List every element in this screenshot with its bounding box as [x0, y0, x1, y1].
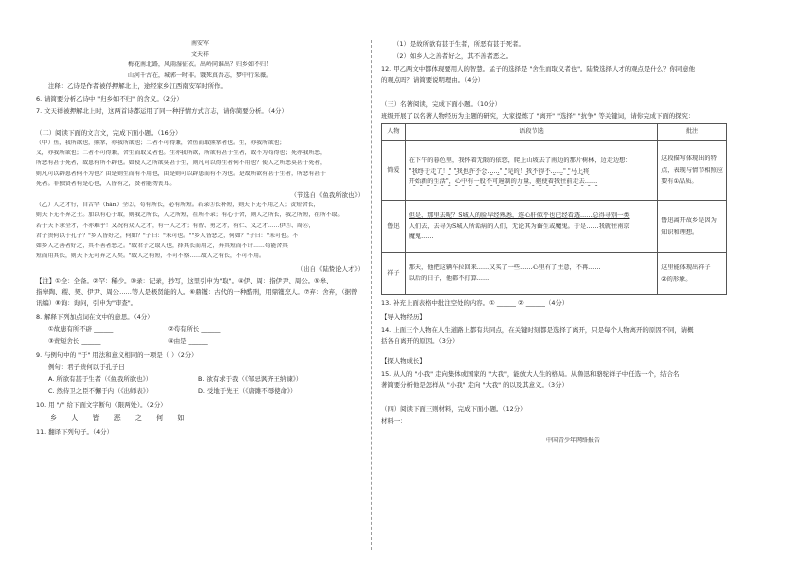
note-line: 这里能体现出祥子: [661, 263, 711, 271]
passage-line: 所恶有甚于死者，故患有所不辟也。如使人之所欲莫甚于生，则凡可以得生者何不用也？使人之所恶莫甚于死者，: [36, 160, 326, 167]
table-cell-note: [658, 201, 727, 253]
question-9: 9. 与例句中的 "于" 用法和意义相同的一项是（ ）（2分）: [36, 350, 198, 359]
table-row: [382, 201, 727, 253]
question-10: 10. 用 "/" 给下面文字断句（限两处）。（2分）: [36, 400, 167, 409]
table-header: 人物: [382, 124, 406, 141]
excerpt-line: 在下午的暮色里，我怀着无限的依恋，爬上山坡去了南边的那片树林，边走边想：: [408, 156, 632, 164]
poem-note: 注释：乙诗是作者被俘押解北上，途经家乡江西南安军时所作。: [48, 82, 227, 90]
section-3-intro: 班级开展了以名著人物经历为主题的研究，大家提炼了 "离开" "选择" "抗争" 等关键词，请你完成下面的探究：: [381, 112, 695, 120]
table-cell-excerpt: [405, 253, 657, 295]
note-line: 【注】①全：全备。②罕：稀少。③录：记录，抄写，这里引申为"取"。④伊、周：指伊尹、周公。⑤皋、: [36, 276, 333, 285]
passage-line: 若于天下求全才，不亦难乎！又况有众人之才，有一人之才；有智、勇之才，有仁、义之才……伊⑤、周⑥，: [36, 222, 315, 229]
q11-item: （1）是故所欲有甚于生者，所恶有甚于死者。: [393, 40, 525, 48]
right-column: [381, 40, 765, 445]
question-15-cont: 著简要分析他是怎样从 "小我" 走向 "大我" 的以及其意义。（3分）: [381, 381, 568, 389]
q10-text: 乡 人 皆 恶 之 何 如: [50, 413, 191, 422]
passage-line: 义，亦我所欲也；二者不可得兼，舍生而取义者也。生亦我所欲，所欲有甚于生者，故不为苟得也；死亦我所恶，: [36, 150, 326, 157]
table-header: 批注: [658, 124, 727, 141]
table-cell-note: [658, 141, 727, 201]
passage-line: 死者。非独贤者有是心也，人皆有之，贤者能勿丧耳。: [36, 180, 176, 187]
q9-example: 例句：君子贵何以于孔子曰: [48, 362, 125, 371]
table-header: 语段节选: [405, 124, 657, 141]
note-line: 讯编）⑧询：询问，引申为"审查"。: [36, 298, 138, 307]
passage-line: 则凡可以辟患者何不为也？由是则生而有不用也，由是则可以辟患而有不为也。是故所欲有甚于生者，所恶有甚于: [36, 170, 326, 177]
table-header-row: [382, 124, 727, 141]
guide-heading: 【探人物成长】: [381, 357, 426, 365]
poem-line: 梅花南北路，风雨湿征衣。出岭同谁出？归乡如不归！: [127, 61, 272, 68]
note-line[interactable]: 要有①品质。: [661, 178, 698, 186]
question-11: 11. 翻译下列句子。（4分）: [36, 428, 113, 437]
note-line: 这段描写体现出的特: [661, 154, 717, 162]
question-6: 6. 请简要分析乙诗中 "归乡如不归" 的含义。（2分）: [36, 95, 183, 103]
passage-yi: [36, 202, 364, 260]
question-14-cont: 括各自离开的原因。（3分）: [381, 337, 459, 345]
excerpt-line: "我终于走了！" "我也许不会……" "是的！我不得不……" "马上将: [408, 167, 590, 175]
table-cell-name: 鲁迅: [382, 201, 406, 253]
section-3-heading: （三）名著阅读，完成下面小题。（10分）: [381, 100, 501, 108]
passage-notes: [36, 277, 364, 307]
passage-jia: [36, 140, 364, 188]
exploration-table: [381, 123, 727, 295]
excerpt-line: 但是，那里去呢？S城人的脸早经熟悉，连心肝似乎也已经看透……总得寻别一类: [408, 211, 630, 219]
note-line: 指皋陶、稷、契、伊尹、周公……等人是极贤能的人。⑥鼎镬：古代的一种酷刑，用鼎镬烹人。⑦弃：舍弃，（据曾: [36, 287, 358, 296]
guide-heading: 【导入物经历】: [381, 313, 426, 321]
question-12-cont: 的观点吗？请简要说明理由。（4分）: [381, 76, 485, 84]
q8-option[interactable]: ②苟有所长 ______: [168, 324, 221, 333]
table-row: [382, 141, 727, 201]
table-row: [382, 253, 727, 295]
question-15: 15. 从人的 "小我" 走向集体或国家的 "大我"，能放大人生的格局。从鲁迅和骆驼祥子中任选一个，结合名: [381, 370, 680, 378]
section-4-heading: （四）阅读下面三则材料，完成下面小题。（12分）: [381, 405, 527, 413]
excerpt-line: 人们去，去寻为S城人所诟病的人们，无论其为畜生或魔鬼。于是……我就往南京: [408, 222, 630, 230]
poem-title: 南安军: [190, 40, 209, 47]
note-line: 点，表现与情节相照应: [661, 166, 723, 174]
q11-item: （2）如乡人之善者好之，其不善者恶之。: [393, 52, 513, 60]
passage-line: （甲）鱼，我所欲也，熊掌，亦我所欲也；二者不可得兼，舍鱼而取熊掌者也。生，亦我所欲也；: [36, 140, 286, 146]
q9-options: [36, 375, 364, 383]
q9-option-d[interactable]: D. 受地于先王（《唐雎不辱使命》）: [198, 386, 297, 395]
poem-line: 山河千古在，城郭一时非。饿死真吾志，梦中行采薇。: [127, 71, 272, 79]
excerpt-line: 那天，他把这辆车拉回来……又买了一些……心里有了主意，不再……: [408, 264, 601, 272]
q8-options: [36, 337, 364, 345]
q9-options: [36, 387, 364, 395]
question-13: 13. 补充上面表格中批注空处的内容。① ______ ② ______（4分）: [381, 299, 569, 307]
passage-line: 则天下无不弃之士。加以有心于取，则我之所长，人之所短，在所不录；有心于舍，则人之所长，我之所短，在所不取。: [36, 212, 344, 219]
left-column: [36, 40, 364, 436]
table-cell-name: 简爱: [382, 141, 406, 201]
table-cell-excerpt: [405, 201, 657, 253]
q8-option[interactable]: ③责短舍长 ______: [48, 336, 101, 345]
passage-source: （节选自《鱼我所欲也》）: [290, 191, 364, 200]
passage-source: （出自《陆贽论人才》）: [296, 264, 364, 273]
table-cell-excerpt: [405, 141, 657, 201]
table-cell-name: 祥子: [382, 253, 406, 295]
q8-option[interactable]: ①故患有所不辟 ______: [48, 324, 114, 333]
excerpt-line: 开始新的生活"，心中有一股不可遏制的力量，驱使着我往前走去……: [408, 178, 598, 186]
q8-option[interactable]: ④由是 ______: [168, 336, 208, 345]
q9-option-c[interactable]: C. 然侍卫之臣不懈于内（《出师表》）: [48, 386, 153, 395]
table-cell-note: [658, 253, 727, 295]
poem-author: 文天祥: [190, 50, 209, 58]
question-14: 14. 上面三个人物在人生道路上都有共同点，在关键时刻都是选择了离开，只是每个人物离开的原因不同，请概: [381, 326, 694, 334]
question-7: 7. 文天祥被押解北上时，这两首诗都运用了同一种抒情方式言志，请你简要分析。（4分）: [36, 107, 288, 115]
material-label: 材料一：: [381, 417, 407, 425]
passage-line: （乙）人之才行，自古罕（hǎn）全②，苟有所长，必有所短。若录③长补短，则天下无不用之人；责短舍长，: [36, 202, 320, 209]
note-line: 鲁迅离开故乡是因为: [661, 216, 717, 224]
column-divider: [371, 40, 372, 550]
note-line[interactable]: ②的形象。: [661, 275, 692, 283]
excerpt-line: 魔鬼……: [408, 233, 434, 241]
q9-option-a[interactable]: A. 所欲有甚于生者（《鱼我所欲也》）: [48, 374, 153, 383]
section-2-heading: （二）阅读下面的文言文，完成下面小题。（16分）: [36, 129, 182, 137]
question-8: 8. 解释下列加点词在文中的意思。（4分）: [36, 312, 154, 321]
question-12: 12. 甲乙两文中都体现要用人的智慧。孟子的选择是 "舍生而取义者也"。陆贽选择人才的观点是什么？你同意他: [381, 65, 696, 73]
excerpt-line: 以后的日子，他都不打算……: [408, 275, 490, 282]
passage-line: 君子贵何以于孔子？"乡人皆好之，何如？"子曰："未可也。""乡人皆恶之，何如？"子曰："未可也。不: [36, 232, 299, 239]
passage-line: 如乡人之善者好之，其不善者恶之。"故君子之取人也，择其长而用之，弃其短而不计……苟能舍其: [36, 243, 288, 250]
passage-line: 短而用其长，则天下无可弃之人矣。"故人之有短，不可不察……故人之有长，不可不用。: [36, 253, 265, 260]
report-title: 中国青少年网络报告: [545, 437, 600, 444]
q9-option-b[interactable]: B. 欲有求于我（《邹忌讽齐王纳谏》）: [198, 374, 303, 383]
note-line: 知识和理想。: [661, 228, 699, 236]
q8-options: [36, 325, 364, 333]
